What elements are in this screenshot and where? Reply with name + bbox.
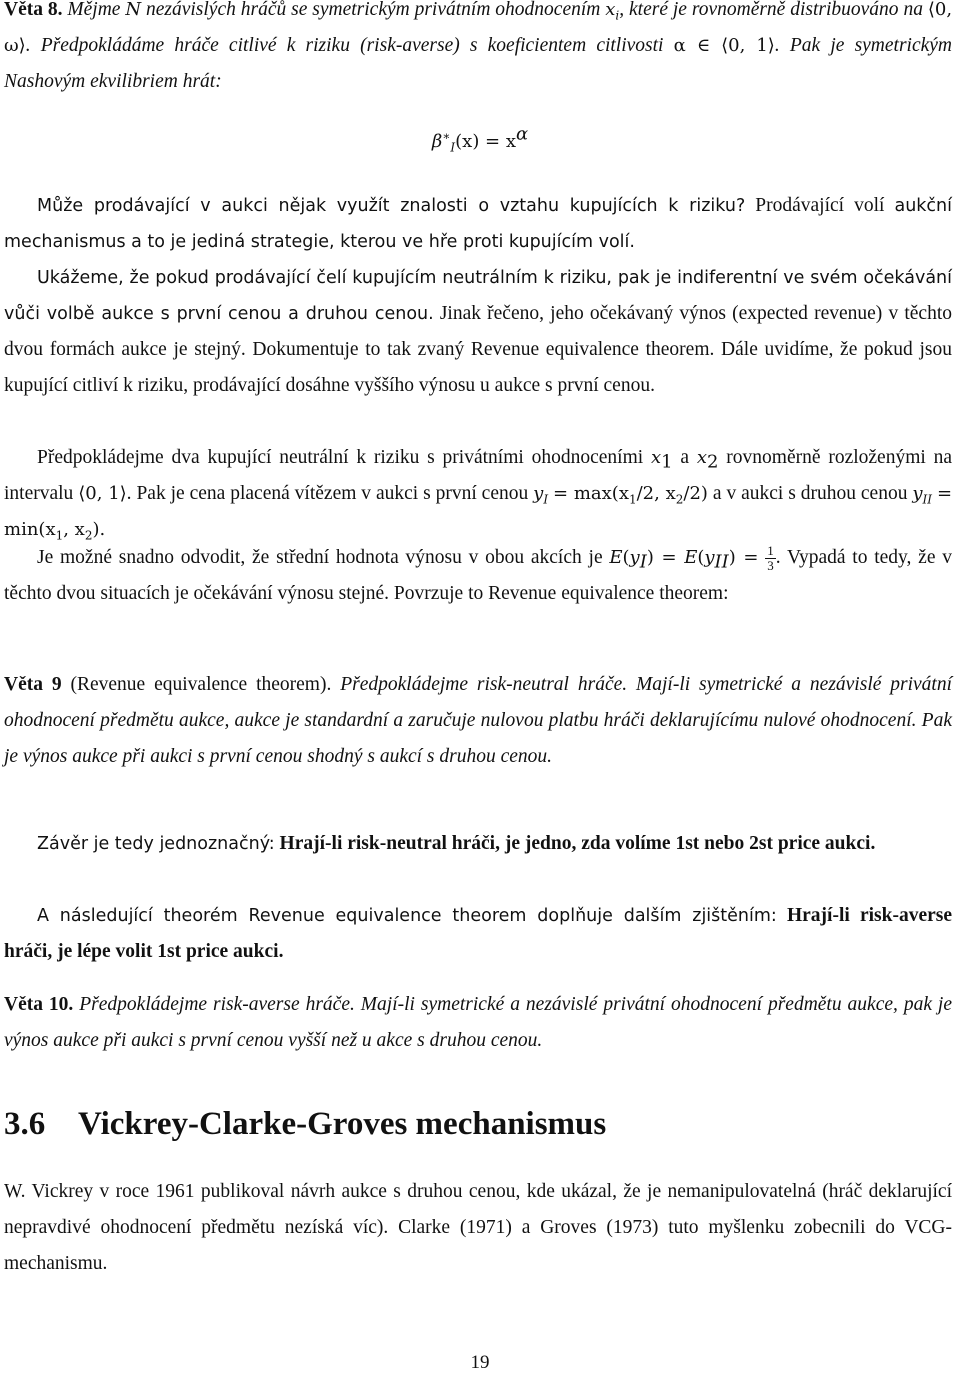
theorem-9: Věta 9 (Revenue equivalence theorem). Předpokládejme risk-neutral hráče. Mají-li symetrické a nezávislé privátní ohodnocení předmětu aukce, aukce je standardní a zaručuje nulovou platbu hráči deklarujícímu nulové ohodnocení. Pak je výnos aukce při aukci s první cenou shodný s aukcí s druhou cenou. [4,674,953,767]
theorem-10-label: Věta 10. [4,994,74,1015]
theorem-9-label: Věta 9 [4,674,62,695]
paragraph-seller-risk: Může prodávající v aukci nějak využít znalosti o vztahu kupujících k riziku? Prodávající volí aukční mechanismus a to je jediná strategie, kterou ve hře proti kupujícím volí. [4,195,952,252]
paragraph-vickrey: W. Vickrey v roce 1961 publikoval návrh aukce s druhou cenou, kde ukázal, že je nemanipulovatelná (hráč deklarující nepravdivé ohodnocení předmětu nezíská víc). Clarke (1971) a Groves (1973) tuto myšlenku zobecnili do VCG-mechanismu. [4,1181,952,1274]
paragraph-conclusion: Závěr je tedy jednoznačný: Hrají-li risk-neutral hráči, je jedno, zda volíme 1st nebo 2st price aukci. [37,833,876,854]
theorem-8: Věta 8. Mějme N nezávislých hráčů se symetrickým privátním ohodnocením $x_i$, které je rovnoměrně distribuováno na ⟨0, ω⟩. Předpokládáme hráče citlivé k riziku (risk-averse) s koeficientem citlivosti α ∈ ⟨0, 1⟩. Pak je symetrickým Nashovým ekvilibriem hrát: [4,0,953,92]
fraction-one-third: $\frac{1}{3}$ [767,543,774,574]
theorem-10: Věta 10. Předpokládejme risk-averse hráče. Mají-li symetrické a nezávislé privátní ohodnocení předmětu aukce, pak je výnos aukce při aukci s první cenou vyšší než u akce s druhou cenou. [4,994,953,1051]
section-heading: 3.6 Vickrey-Clarke-Groves mechanismus [4,1106,607,1142]
paragraph-following: A následující theorém Revenue equivalence theorem doplňuje dalším zjištěním: Hrají-li risk-averse hráči, je lépe volit 1st price aukci. [4,905,952,962]
paragraph-indifferent: Ukážeme, že pokud prodávající čelí kupujícím neutrálním k riziku, pak je indiferentní ve svém očekávání vůči volbě aukce s první cenou a druhou cenou. Jinak řečeno, jeho očekávaný výnos (expected revenue) v těchto dvou formách aukce je stejný. Dokumentuje to tak zvaný Revenue equivalence theorem. Dále uvidíme, že pokud jsou kupující citliví k riziku, prodávající dosáhne vyššího výnosu u aukce s první cenou. [4,268,952,396]
page-number: 19 [470,1352,490,1373]
paragraph-two-buyers: Předpokládejme dva kupující neutrální k riziku s privátními ohodnoceními $x_1$ a $x_2$ rovnoměrně rozloženými na intervalu ⟨0, 1⟩. Pak je cena placená vítězem v aukci s první cenou $y_I = \max(x_1/2$, $x_2/2$) a v aukci s druhou cenou $y_{II} = \min(x_1$, $x_2$). [4,447,953,543]
theorem-8-label: Věta 8. [4,0,63,20]
equilibrium-equation: $\beta^∗_I(x) = x^\alpha$ [431,123,529,155]
paragraph-expected-revenue: Je možné snadno odvodit, že střední hodnota výnosu v obou akcích je $E(y_I) = E(y_{II})$ = $\frac{1}{3}$ . Vypadá to tedy, že v těchto dvou situacích je očekávání výnosu stejné. Povrzuje to Revenue equivalence theorem: [4,543,952,604]
